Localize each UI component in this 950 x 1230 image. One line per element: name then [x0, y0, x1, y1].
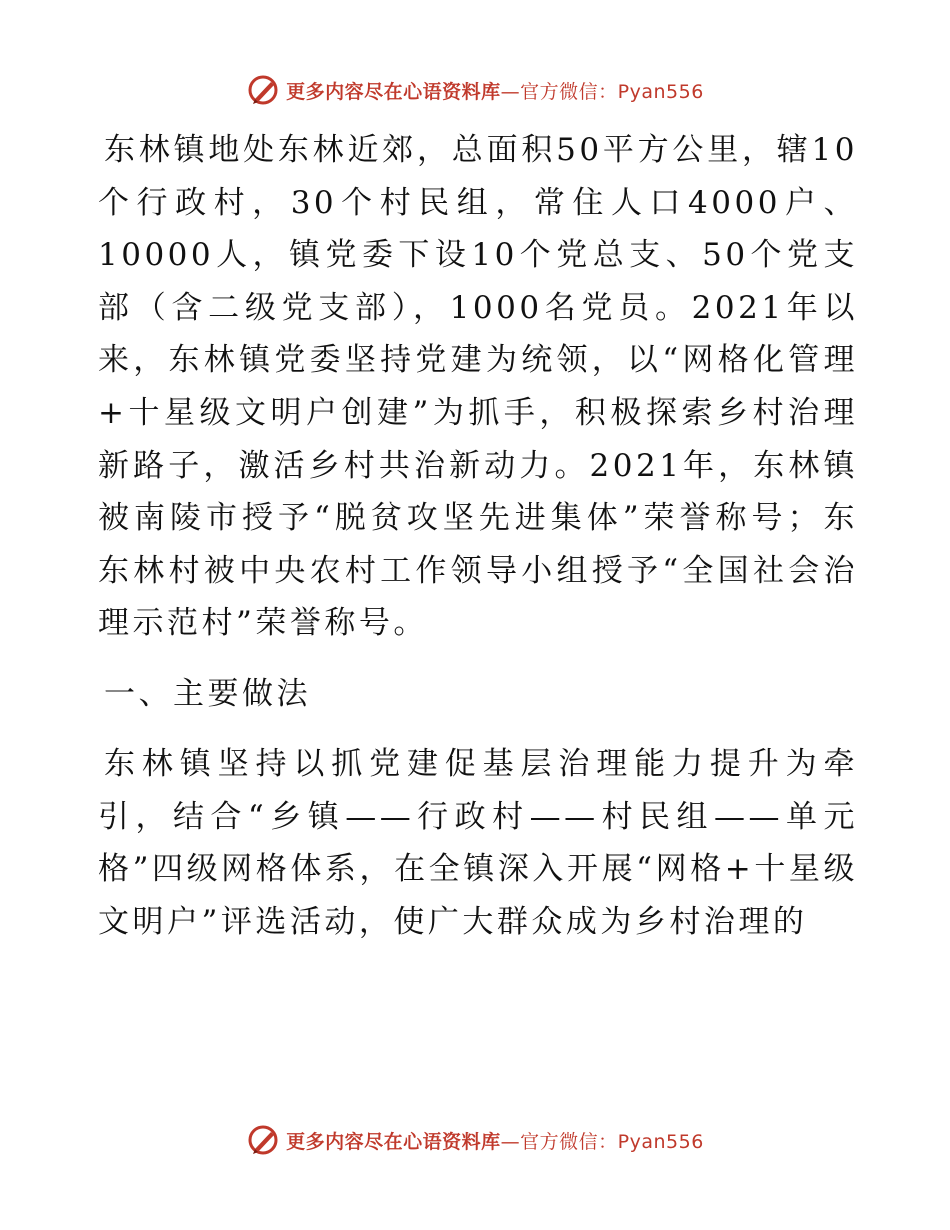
- pen-logo-icon: [246, 73, 280, 107]
- banner-lead: 更多内容尽在心语资料库: [286, 80, 501, 103]
- banner-lead: 更多内容尽在心语资料库: [286, 1130, 501, 1153]
- banner-text: [286, 1127, 704, 1154]
- footer-banner: [0, 1120, 950, 1160]
- banner-wechat: 官方微信：Pyan556: [520, 1130, 704, 1153]
- pen-logo-icon: [246, 1123, 280, 1157]
- header-banner: [0, 70, 950, 110]
- banner-sep: —: [500, 1130, 521, 1153]
- paragraph-practice: 东林镇坚持以抓党建促基层治理能力提升为牵引，结合“乡镇——行政村——村民组——单元格”四级网格体系，在全镇深入开展“网格+十星级文明户”评选活动，使广大群众成为乡村治理的: [98, 745, 858, 940]
- banner-wechat: 官方微信：Pyan556: [520, 80, 704, 103]
- banner-text: [286, 77, 704, 104]
- paragraph-intro: 东林镇地处东林近郊，总面积50平方公里，辖10个行政村，30个村民组，常住人口4000户、10000人，镇党委下设10个党总支、50个党支部（含二级党支部），1000名党员。2021年以来，东林镇党委坚持党建为统领，以“网格化管理+十星级文明户创建”为抓手，积极探索乡村治理新路子，激活乡村共治新动力。2021年，东林镇被南陵市授予“脱贫攻坚先进集体”荣誉称号；东东林村被中央农村工作领导小组授予“全国社会治理示范村”荣誉称号。: [98, 132, 858, 642]
- section-heading: 一、主要做法: [104, 675, 311, 712]
- banner-sep: —: [500, 80, 521, 103]
- document-body: [98, 124, 858, 948]
